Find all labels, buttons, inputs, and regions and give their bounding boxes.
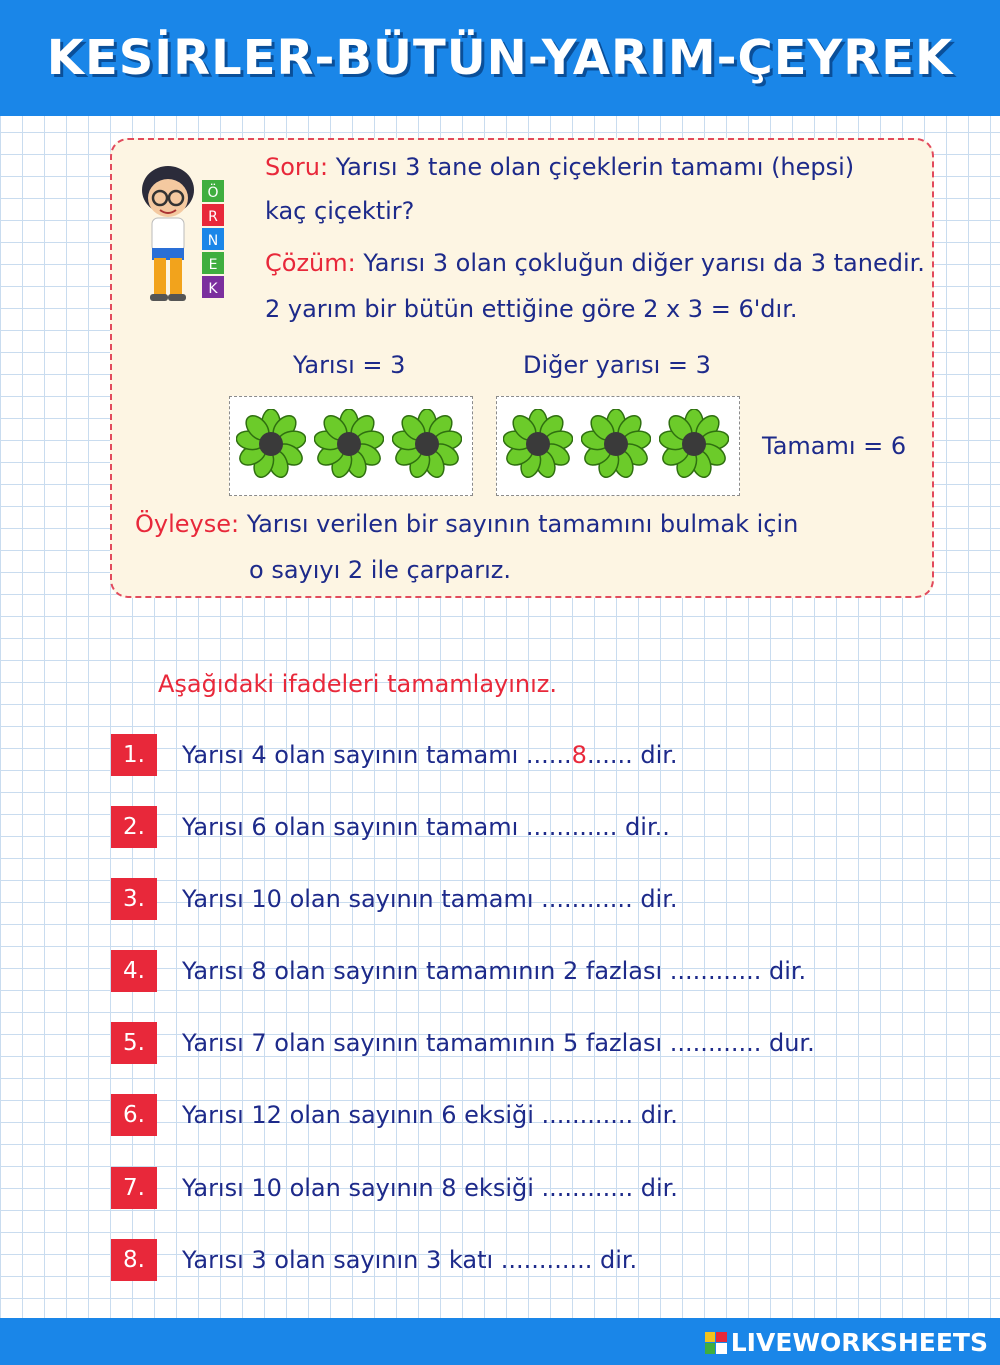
flower-icon [236,409,306,479]
conclusion-text-2: o sayıyı 2 ile çarparız. [249,556,511,584]
instruction-heading: Aşağıdaki ifadeleri tamamlayınız. [158,670,558,698]
half-label: Yarısı = 3 [293,351,406,379]
flower-icon [581,409,651,479]
question-text: Yarısı 10 olan sayının tamamı ............ dir. [182,885,678,913]
question-number: 4. [111,950,157,992]
flower-icon [314,409,384,479]
badge-letter-4: E [208,257,218,273]
question-text: Yarısı 3 olan sayının 3 katı ............ dir. [182,1246,638,1274]
other-half-label: Diğer yarısı = 3 [523,351,711,379]
flower-group-other-half [496,396,740,496]
flower-icon [503,409,573,479]
badge-letter-2: R [208,209,218,225]
total-label: Tamamı = 6 [762,432,907,460]
question-label: Soru: [265,153,329,181]
question-row[interactable] [182,1174,678,1202]
question-number: 6. [111,1094,157,1136]
flower-icon [392,409,462,479]
solution-label: Çözüm: [265,249,356,277]
conclusion-label: Öyleyse: [135,510,240,538]
question-number: 3. [111,878,157,920]
page-title: KESİRLER-BÜTÜN-YARIM-ÇEYREK [46,30,954,86]
solution-line-1 [265,249,925,277]
question-row[interactable] [182,885,678,913]
question-line-1 [265,153,854,181]
question-row[interactable] [182,1101,678,1129]
badge-letter-5: K [208,281,218,297]
question-row[interactable] [182,1246,637,1274]
page-header [0,0,1000,116]
badge-letter-3: N [207,233,219,249]
question-text-1: Yarısı 3 tane olan çiçeklerin tamamı (hepsi) [335,153,855,181]
question-text: Yarısı 10 olan sayının 8 eksiği ............ dir. [182,1174,678,1202]
conclusion-text-1: Yarısı verilen bir sayının tamamını bulmak için [246,510,799,538]
question-number: 1. [111,734,157,776]
question-text: Yarısı 12 olan sayının 6 eksiği ............ dir. [182,1101,678,1129]
flower-group-half [229,396,473,496]
question-number: 8. [111,1239,157,1281]
question-text: Yarısı 4 olan sayının tamamı ...... [182,741,572,769]
badge-letter-1: Ö [207,185,219,201]
solution-text-1: Yarısı 3 olan çokluğun diğer yarısı da 3 tanedir. [363,249,925,277]
conclusion-line-1 [135,510,798,538]
kid-character-icon [130,162,230,307]
question-text: Yarısı 8 olan sayının tamamının 2 fazlası ............ dir. [182,957,807,985]
brand-logo[interactable] [705,1328,988,1357]
question-number: 5. [111,1022,157,1064]
solution-text-2: 2 yarım bir bütün ettiğine göre 2 x 3 = 6'dır. [265,295,798,323]
question-row[interactable] [182,813,670,841]
question-number: 2. [111,806,157,848]
brand-squares-icon [705,1332,727,1354]
question-text-2: kaç çiçektir? [265,197,415,225]
brand-text: LIVEWORKSHEETS [730,1328,988,1357]
question-row [182,741,678,769]
flower-icon [659,409,729,479]
answer-input[interactable]: 8 [571,741,587,769]
question-text: Yarısı 6 olan sayının tamamı ............ dir.. [182,813,670,841]
question-number: 7. [111,1167,157,1209]
question-row[interactable] [182,1029,815,1057]
question-text: Yarısı 7 olan sayının tamamının 5 fazlası ............ dur. [182,1029,815,1057]
question-row[interactable] [182,957,806,985]
question-text-end: ...... dir. [586,741,678,769]
